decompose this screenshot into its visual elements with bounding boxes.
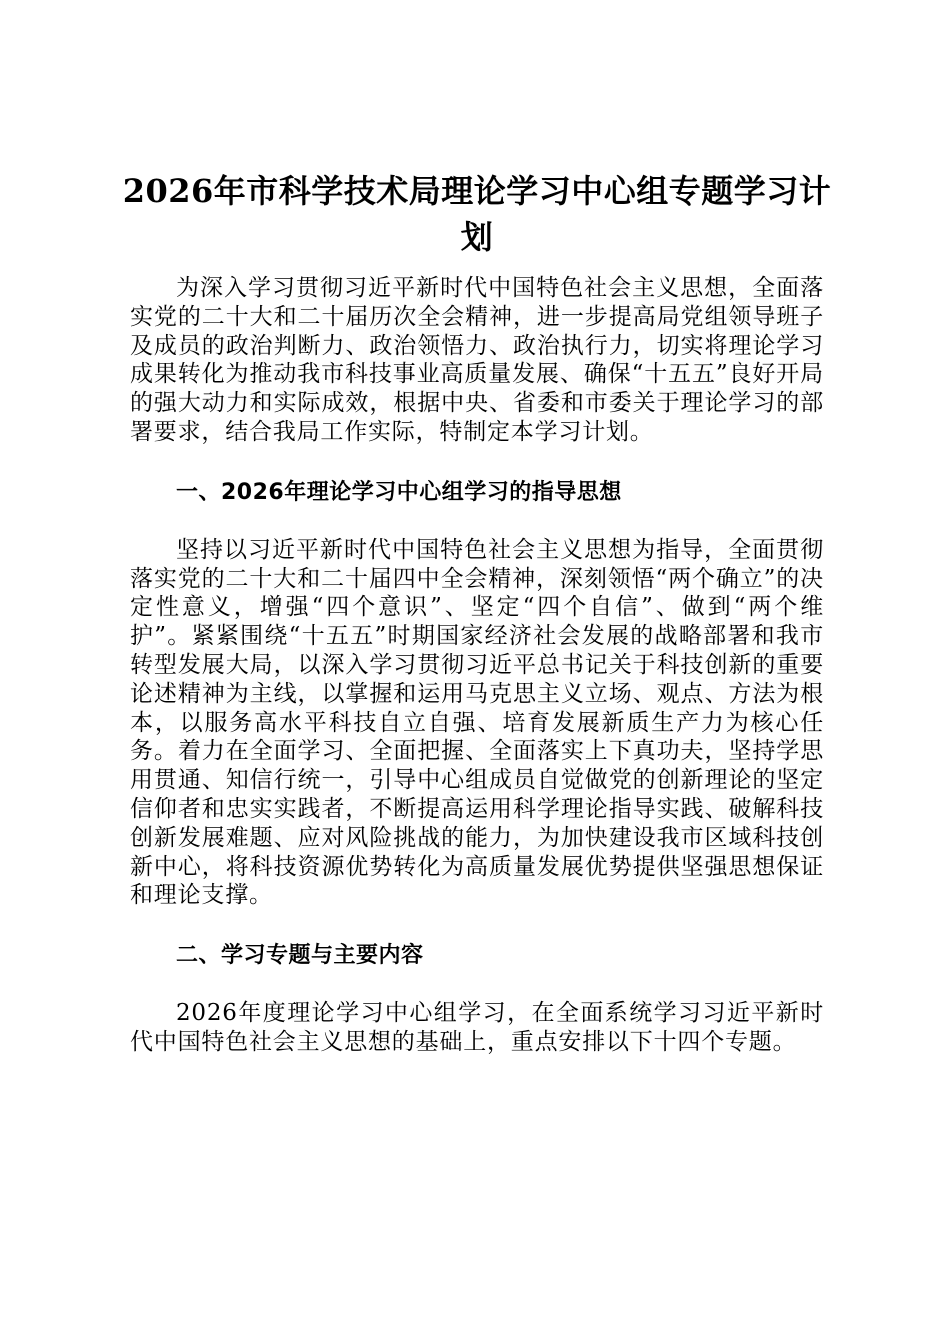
document-page <box>122 168 832 1057</box>
spacer <box>130 447 824 478</box>
document-title: 2026年市科学技术局理论学习中心组专题学习计划 <box>122 172 832 256</box>
spacer <box>130 971 824 999</box>
section-heading-guiding-ideology: 一、2026年理论学习中心组学习的指导思想 <box>176 479 622 505</box>
section-heading-study-topics: 二、学习专题与主要内容 <box>176 943 424 969</box>
spacer <box>130 910 824 941</box>
section-body-study-topics: 2026年度理论学习中心组学习，在全面系统学习习近平新时代中国特色社会主义思想的基础上，重点安排以下十四个专题。 <box>130 1000 824 1055</box>
intro-paragraph: 为深入学习贯彻习近平新时代中国特色社会主义思想，全面落实党的二十大和二十届历次全会精神，进一步提高局党组领导班子及成员的政治判断力、政治领悟力、政治执行力，切实将理论学习成果转化为推动我市科技事业高质量发展、确保“十五五”良好开局的强大动力和实际成效，根据中央、省委和市委关于理论学习的部署要求，结合我局工作实际，特制定本学习计划。 <box>130 275 824 445</box>
section-body-guiding-ideology: 坚持以习近平新时代中国特色社会主义思想为指导，全面贯彻落实党的二十大和二十届四中全会精神，深刻领悟“两个确立”的决定性意义，增强“四个意识”、坚定“四个自信”、做到“两个维护”。紧紧围绕“十五五”时期国家经济社会发展的战略部署和我市转型发展大局，以深入学习贯彻习近平总书记关于科技创新的重要论述精神为主线，以掌握和运用马克思主义立场、观点、方法为根本，以服务高水平科技自立自强、培育发展新质生产力为核心任务。着力在全面学习、全面把握、全面落实上下真功夫，坚持学思用贯通、知信行统一，引导中心组成员自觉做党的创新理论的坚定信仰者和忠实实践者，不断提高运用科学理论指导实践、破解科技创新发展难题、应对风险挑战的能力，为加快建设我市区域科技创新中心，将科技资源优势转化为高质量发展优势提供坚强思想保证和理论支撑。 <box>130 536 824 909</box>
spacer <box>130 508 824 536</box>
